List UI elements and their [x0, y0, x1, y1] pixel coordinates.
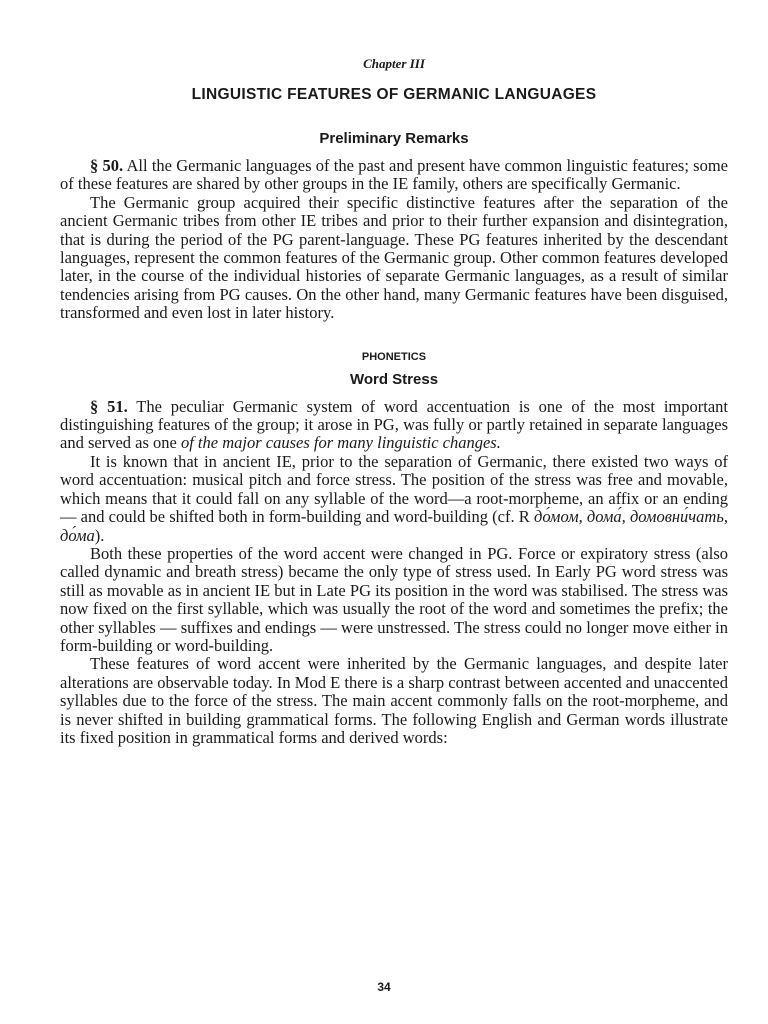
- paragraph-51-3: Both these properties of the word accent were changed in PG. Force or expiratory stress (also called dynamic and breath stress) became the only type of stress used. In Early PG word stress was still as movable as in ancient IE but in Late PG its position in the word was stabilised. The stress was now fixed on the first syllable, which was usually the root of the word and sometimes the prefix; the other syllables — suffixes and endings — were unstressed. The stress could no longer move either in form-building or word-building.: [60, 543, 728, 655]
- paragraph-50-2: The Germanic group acquired their specific distinctive features after the separation of the ancient Germanic tribes from other IE tribes and prior to their further expansion and disintegration, that is during the period of the PG parent-language. These PG features inherited by the descendant languages, represent the common features of the Germanic group. Other common features developed later, in the course of the individual histories of separate Germanic languages, as a result of similar tendencies arising from PG causes. On the other hand, many Germanic features have been disguised, transformed and even lost in later history.: [60, 192, 728, 323]
- paragraph-text: It is known that in ancient IE, prior to the separation of Germanic, there existed two ways of word accentuation: musical pitch and force stress. The position of the stress was free and movable, which means that it could fall on any syllable of the word—a root-morpheme, an affix or an ending — and could be shifted both in form-building and word-building (cf. R: [60, 451, 728, 527]
- chapter-title: LINGUISTIC FEATURES OF GERMANIC LANGUAGES: [191, 86, 597, 103]
- paragraph-51-4: These features of word accent were inherited by the Germanic languages, and despite later alterations are observable today. In Mod E there is a sharp contrast between accented and unaccented syllables due to the force of the stress. The main accent commonly falls on the root-morpheme, and is never shifted in building grammatical forms. The following English and German words illustrate its fixed position in grammatical forms and derived words:: [60, 654, 728, 747]
- paragraph-51-1: [60, 398, 728, 453]
- chapter-label: Chapter III: [363, 56, 425, 71]
- paragraph-50-1: [60, 157, 728, 194]
- paragraph-italic: of the major causes for many linguistic changes.: [180, 433, 501, 453]
- phonetics-label: PHONETICS: [361, 350, 427, 363]
- book-page: [60, 56, 728, 747]
- word-stress-heading: Word Stress: [349, 370, 439, 388]
- russian-examples: до́мом, дома́, домовни́чать, до́ма: [60, 507, 728, 545]
- section-number-51: § 51.: [90, 396, 128, 416]
- paragraph-text: The peculiar Germanic system of word accentuation is one of the most important distinguishing features of the group; it arose in PG, was fully or partly retained in separate languages and served as one: [60, 396, 729, 453]
- section-number-50: § 50.: [90, 156, 124, 175]
- paragraph-text: All the Germanic languages of the past and present have common linguistic features; some of these features are shared by other groups in the IE family, others are specifically Germanic.: [60, 156, 728, 194]
- paragraph-end: ).: [94, 525, 105, 545]
- paragraph-51-2: [60, 453, 728, 545]
- page-number: 34: [377, 980, 391, 994]
- section-subtitle: Preliminary Remarks: [319, 130, 469, 147]
